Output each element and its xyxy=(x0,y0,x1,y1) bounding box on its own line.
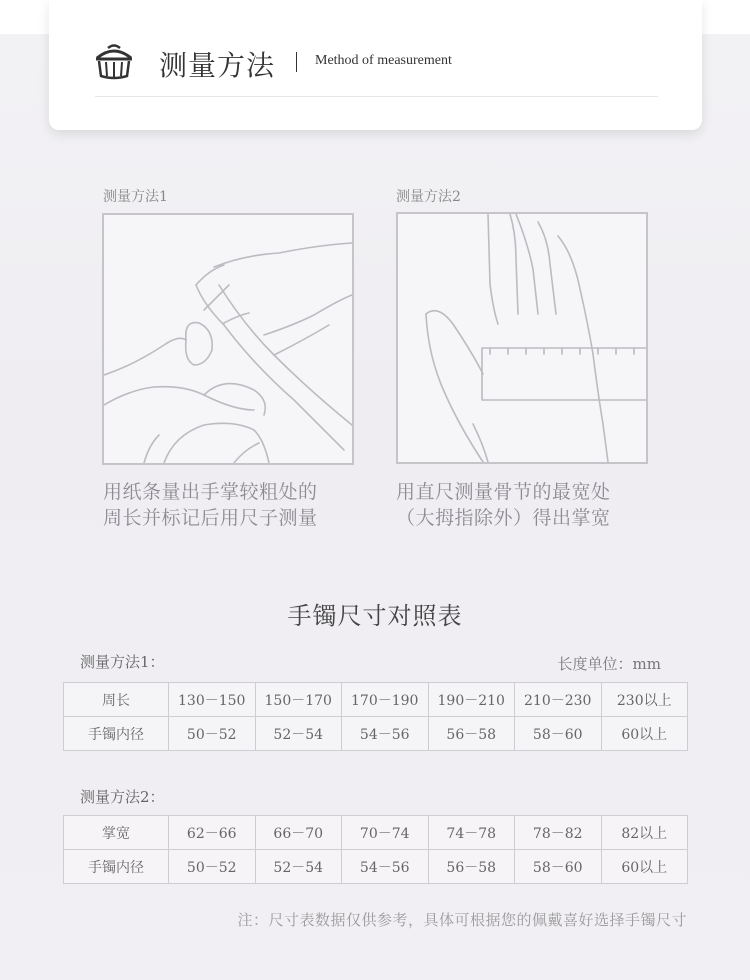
table-1-label: 测量方法1： xyxy=(80,653,165,671)
size-table-method-1 xyxy=(63,682,688,751)
table-cell: 70－74 xyxy=(342,816,429,850)
table-cell: 210－230 xyxy=(515,683,602,717)
method-2-caption xyxy=(396,479,611,531)
table-cell: 62－66 xyxy=(169,816,256,850)
header-divider xyxy=(95,96,658,97)
title-separator xyxy=(296,52,297,72)
table-cell: 60以上 xyxy=(601,717,688,751)
table-cell: 58－60 xyxy=(515,850,602,884)
table-cell: 52－54 xyxy=(255,850,342,884)
table-cell: 130－150 xyxy=(169,683,256,717)
footnote: 注：尺寸表数据仅供参考，具体可根据您的佩戴喜好选择手镯尺寸 xyxy=(237,911,687,929)
table-cell: 掌宽 xyxy=(64,816,169,850)
table-cell: 手镯内径 xyxy=(64,717,169,751)
table-cell: 56－58 xyxy=(428,717,515,751)
table-cell: 手镯内径 xyxy=(64,850,169,884)
page-subtitle: Method of measurement xyxy=(315,53,452,68)
method-2-label: 测量方法2 xyxy=(396,189,461,205)
page-title: 测量方法 xyxy=(159,49,276,82)
table-cell: 74－78 xyxy=(428,816,515,850)
unit-label: 长度单位：mm xyxy=(557,655,661,673)
size-table-title: 手镯尺寸对照表 xyxy=(287,602,463,630)
table-row xyxy=(64,717,688,751)
table-cell: 150－170 xyxy=(255,683,342,717)
method-2-caption-line-1: 用直尺测量骨节的最宽处 xyxy=(396,481,611,503)
table-row xyxy=(64,850,688,884)
table-cell: 190－210 xyxy=(428,683,515,717)
table-cell: 78－82 xyxy=(515,816,602,850)
table-cell: 66－70 xyxy=(255,816,342,850)
table-cell: 周长 xyxy=(64,683,169,717)
table-cell: 54－56 xyxy=(342,850,429,884)
header-card xyxy=(49,0,702,130)
table-cell: 58－60 xyxy=(515,717,602,751)
size-table-method-2 xyxy=(63,815,688,884)
table-cell: 52－54 xyxy=(255,717,342,751)
method-1-caption-line-1: 用纸条量出手掌较粗处的 xyxy=(103,481,318,503)
method-2-illustration xyxy=(396,212,648,464)
table-cell: 50－52 xyxy=(169,850,256,884)
table-2-label: 测量方法2： xyxy=(80,788,165,806)
method-1-caption-line-2: 周长并标记后用尺子测量 xyxy=(103,507,318,529)
table-row xyxy=(64,683,688,717)
table-cell: 230以上 xyxy=(601,683,688,717)
table-cell: 60以上 xyxy=(601,850,688,884)
method-1-illustration xyxy=(102,213,354,465)
table-cell: 82以上 xyxy=(601,816,688,850)
table-cell: 54－56 xyxy=(342,717,429,751)
method-1-caption xyxy=(103,479,318,531)
table-cell: 56－58 xyxy=(428,850,515,884)
table-cell: 50－52 xyxy=(169,717,256,751)
method-1-label: 测量方法1 xyxy=(103,189,168,205)
bracelet-box-icon xyxy=(94,42,134,80)
table-row xyxy=(64,816,688,850)
table-cell: 170－190 xyxy=(342,683,429,717)
method-2-caption-line-2: （大拇指除外）得出掌宽 xyxy=(396,507,611,529)
